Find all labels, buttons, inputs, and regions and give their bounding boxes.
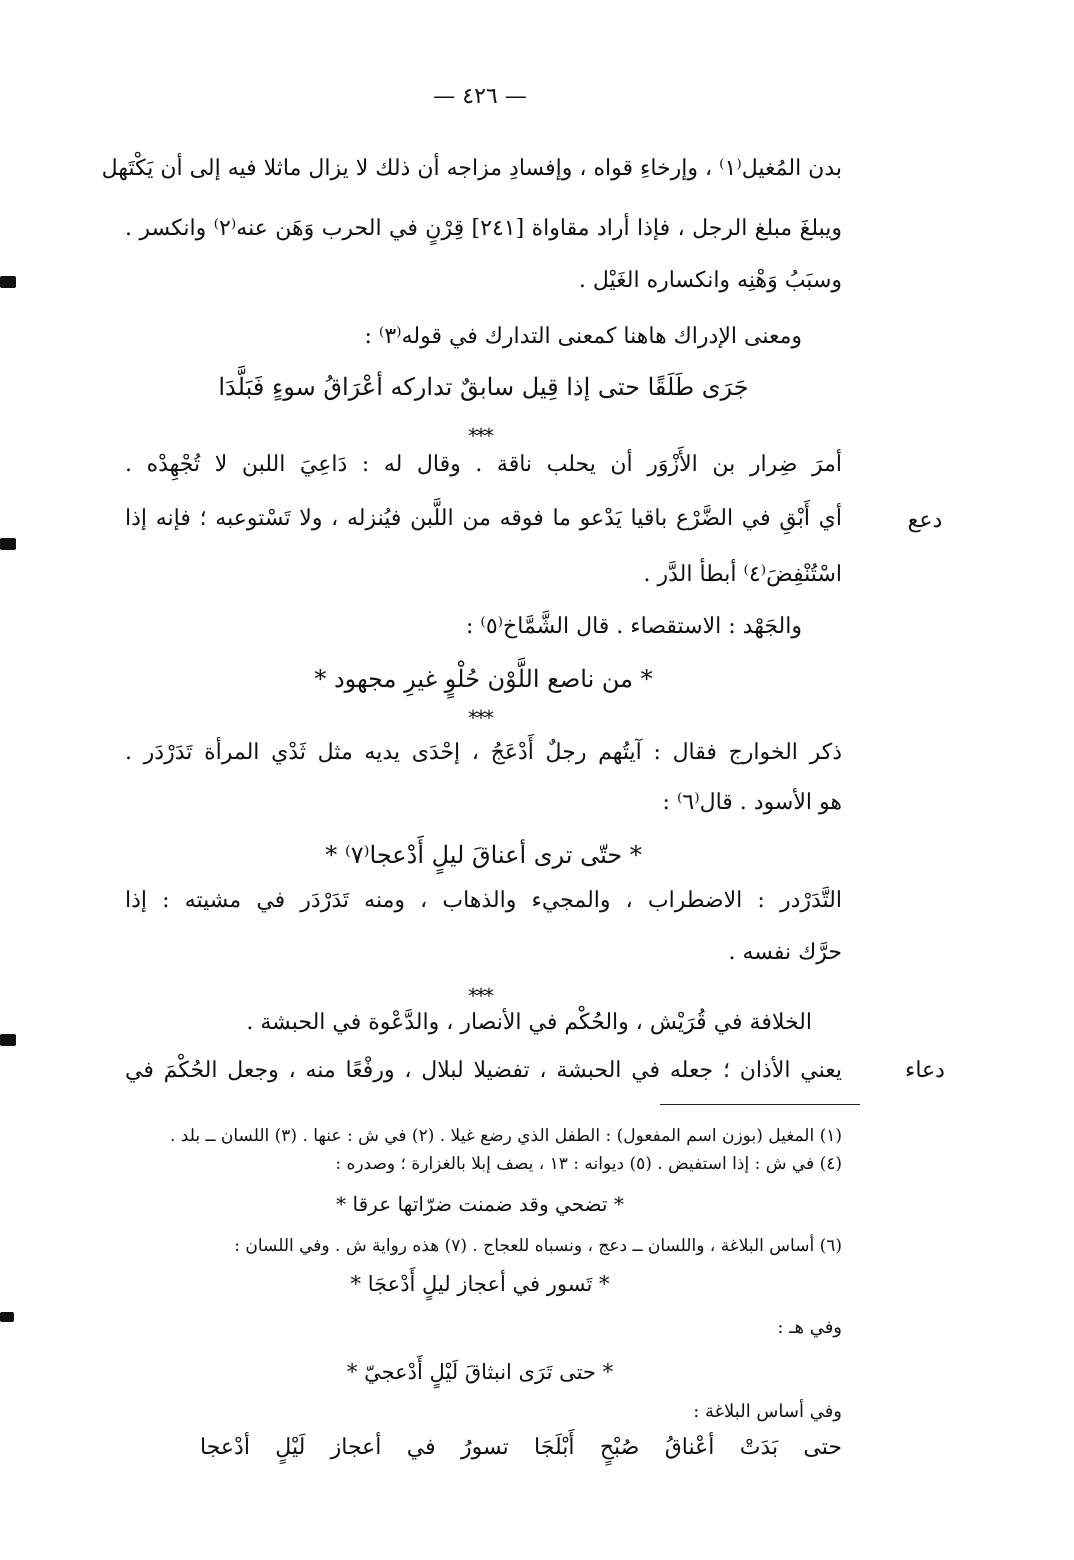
text-line: أي أَبْقِ في الضَّرْع باقيا يَدْعو ما فوقه من اللَّبن فيُنزله ، ولا تَسْتوعبه ؛ فإنه إذا <box>125 506 842 531</box>
text-line: الخلافة في قُرَيْش ، والحُكْم في الأنصار ، والدَّعْوة في الحبشة . <box>246 1010 812 1035</box>
scan-edge-mark <box>0 1034 16 1046</box>
margin-headword: دعع <box>907 508 943 533</box>
footnote-divider <box>660 1104 860 1105</box>
footnote-line: (٤) في ش : إذا استفيض . (٥) ديوانه : ١٣ ، يصف إبلا بالغزارة ؛ وصدره : <box>335 1154 842 1174</box>
footnote-verse: * تَسور في أعجاز ليلٍ أَدْعجَا * <box>350 1272 610 1296</box>
verse-line: * حتّى ترى أعناقَ ليلٍ أَدْعجا⁽٧⁾ * <box>325 841 642 869</box>
text-line: هو الأسود . قال⁽٦⁾ : <box>662 790 842 815</box>
footnote-line: وفي هـ : <box>777 1317 842 1338</box>
text-line: ويبلغَ مبلغ الرجل ، فإذا أراد مقاواة [٢٤١] قِرْنٍ في الحرب وَهَن عنه⁽٢⁾ وانكسر . <box>125 216 842 241</box>
footnote-line: (١) المغيل (بوزن اسم المفعول) : الطفل الذي رضع غيلا . (٢) في ش : عنها . (٣) اللسان ــ بلد . <box>170 1126 842 1146</box>
text-line: والجَهْد : الاستقصاء . قال الشَّمَّاخ⁽٥⁾ : <box>466 614 802 639</box>
footnote-verse: حتى بَدَتْ أعْناقُ صُبْحٍ أَبْلَجَا تسورُ في أعجاز لَيْلٍ أدْعجا <box>200 1435 842 1460</box>
footnote-verse: * تضحي وقد ضمنت ضرّاتها عرقا * <box>336 1192 624 1216</box>
page-number: — ٤٢٦ — <box>433 84 527 109</box>
footnote-line: وفي أساس البلاغة : <box>693 1401 842 1422</box>
verse-line: جَرَى طَلَقًا حتى إذا قِيل سابقٌ تداركه أعْرَاقُ سوءٍ فَبَلَّدَا <box>218 373 749 401</box>
text-line: اسْتُنْفِضَ⁽٤⁾ أبطأ الدَّر . <box>643 562 842 587</box>
text-line: حرَّك نفسه . <box>728 940 842 965</box>
verse-line: * من ناصع اللَّوْن حُلْوٍ غيرِ مجهود * <box>314 665 653 693</box>
text-line: ذكر الخوارج فقال : آيتُهم رجلٌ أَدْعَجُ ، إحْدَى يديه مثل ثَدْي المرأة تَدَرْدَر . <box>125 740 842 765</box>
section-separator: *** <box>468 984 492 1008</box>
text-line: أمرَ ضِرار بن الأَزْوَر أن يحلب ناقة . وقال له : دَاعِيَ اللبن لا تُجْهِدْه . <box>125 452 842 477</box>
text-line: التَّدَرْدر : الاضطراب ، والمجيء والذهاب ، ومنه تَدَرْدَر في مشيته : إذا <box>125 888 842 913</box>
scan-edge-mark <box>0 276 16 288</box>
text-line: ومعنى الإدراك هاهنا كمعنى التدارك في قوله⁽٣⁾ : <box>364 324 802 349</box>
text-line: وسبَبُ وَهْنِه وانكساره الغَيْل . <box>578 268 842 293</box>
scan-edge-mark <box>0 538 16 550</box>
scan-edge-mark <box>0 1312 14 1322</box>
section-separator: *** <box>468 424 492 448</box>
section-separator: *** <box>468 706 492 730</box>
text-line: بدن المُغيل⁽١⁾ ، وإرخاءِ قواه ، وإفسادِ مزاجه أن ذلك لا يزال ماثلا فيه إلى أن يَكْتَهل <box>101 156 842 181</box>
text-line: يعني الأذان ؛ جعله في الحبشة ، تفضيلا لبلال ، ورفْعًا منه ، وجعل الحُكْمَ في <box>125 1058 842 1083</box>
footnote-verse: * حتى تَرَى انبثاقَ لَيْلٍ أَدْعجيّ * <box>346 1360 614 1384</box>
margin-headword: دعاء <box>905 1058 945 1083</box>
footnote-line: (٦) أساس البلاغة ، واللسان ــ دعج ، ونسباه للعجاج . (٧) هذه رواية ش . وفي اللسان : <box>234 1236 842 1256</box>
